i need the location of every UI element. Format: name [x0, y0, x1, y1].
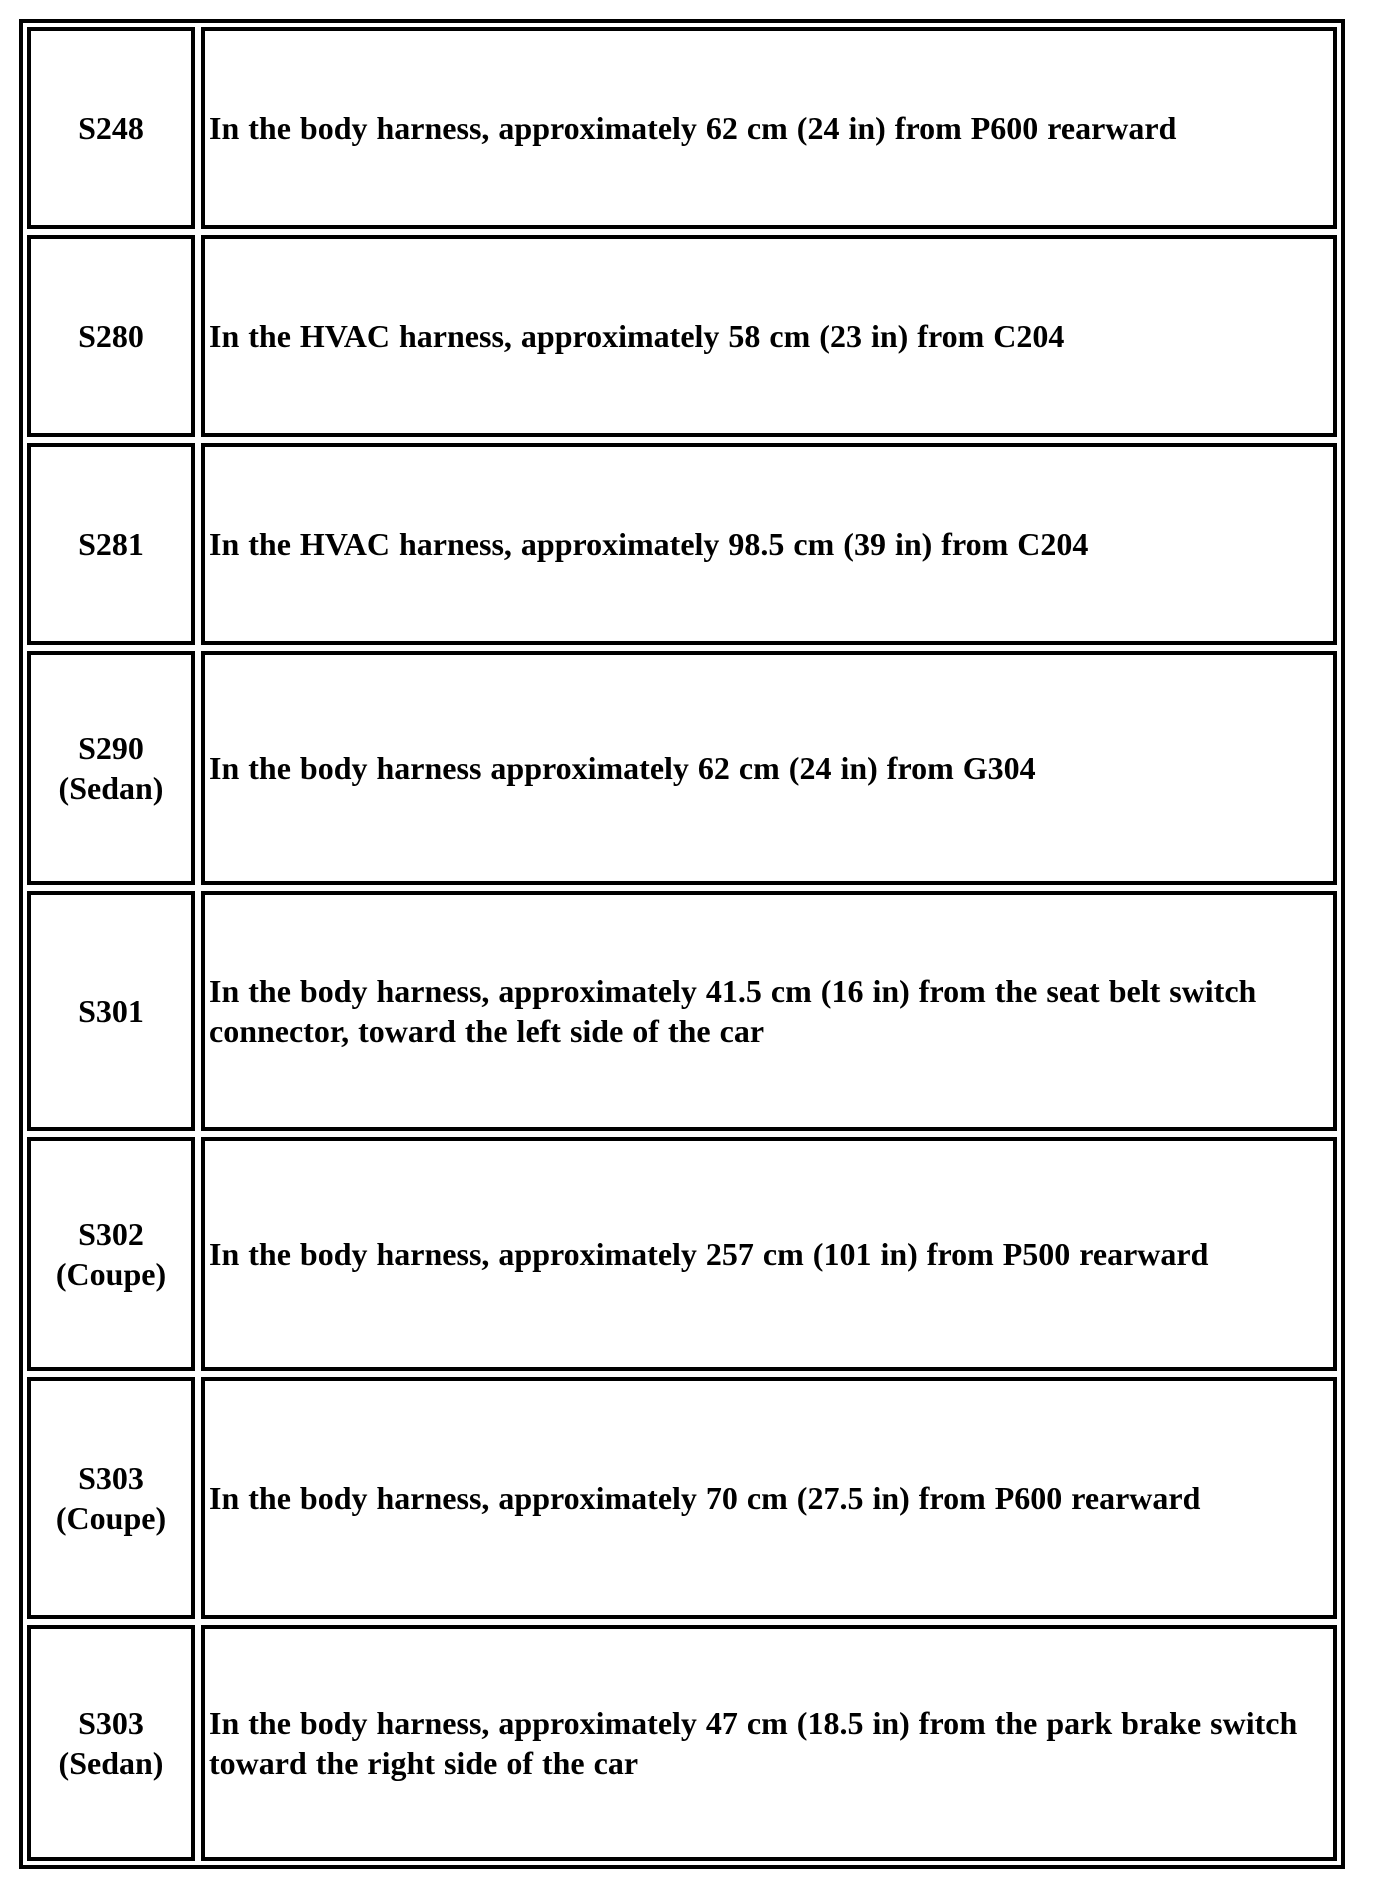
table-row — [27, 891, 1337, 1131]
location-description-cell — [201, 651, 1337, 885]
location-description: In the body harness, approximately 41.5 cm (16 in) from the seat belt switch connector, toward the left side of the car — [209, 973, 1257, 1049]
location-description: In the HVAC harness, approximately 58 cm (23 in) from C204 — [209, 318, 1065, 354]
splice-variant: (Coupe) — [55, 1500, 167, 1536]
splice-location-table — [19, 19, 1345, 1869]
location-description: In the body harness, approximately 70 cm (27.5 in) from P600 rearward — [209, 1480, 1201, 1516]
splice-id-cell — [27, 235, 195, 437]
location-description: In the HVAC harness, approximately 98.5 cm (39 in) from C204 — [209, 526, 1089, 562]
splice-variant: (Coupe) — [55, 1256, 167, 1292]
splice-id: S290 — [78, 730, 144, 766]
splice-id-cell — [27, 891, 195, 1131]
splice-id-cell — [27, 1625, 195, 1861]
location-description: In the body harness, approximately 47 cm (18.5 in) from the park brake switch toward the right side of the car — [209, 1705, 1298, 1781]
splice-id-cell — [27, 1137, 195, 1371]
splice-id-cell — [27, 1377, 195, 1619]
splice-id: S301 — [78, 993, 144, 1029]
location-description-cell — [201, 1377, 1337, 1619]
splice-id: S303 — [78, 1460, 144, 1496]
splice-id: S248 — [78, 110, 144, 146]
table-row — [27, 651, 1337, 885]
splice-id: S281 — [78, 526, 144, 562]
table-row — [27, 1625, 1337, 1861]
location-description: In the body harness, approximately 62 cm (24 in) from P600 rearward — [209, 110, 1177, 146]
location-description-cell — [201, 1137, 1337, 1371]
splice-id: S280 — [78, 318, 144, 354]
location-description: In the body harness, approximately 257 cm (101 in) from P500 rearward — [209, 1236, 1209, 1272]
location-description-cell — [201, 891, 1337, 1131]
table-row — [27, 1377, 1337, 1619]
table-row — [27, 235, 1337, 437]
location-description: In the body harness approximately 62 cm (24 in) from G304 — [209, 750, 1036, 786]
table-row — [27, 443, 1337, 645]
table-row — [27, 27, 1337, 229]
location-description-cell — [201, 443, 1337, 645]
splice-id-cell — [27, 651, 195, 885]
splice-variant: (Sedan) — [58, 1745, 164, 1781]
splice-id: S303 — [78, 1705, 144, 1741]
splice-id: S302 — [78, 1216, 144, 1252]
location-description-cell — [201, 235, 1337, 437]
table-row — [27, 1137, 1337, 1371]
location-description-cell — [201, 1625, 1337, 1861]
splice-id-cell — [27, 443, 195, 645]
splice-id-cell — [27, 27, 195, 229]
splice-variant: (Sedan) — [58, 770, 164, 806]
location-description-cell — [201, 27, 1337, 229]
